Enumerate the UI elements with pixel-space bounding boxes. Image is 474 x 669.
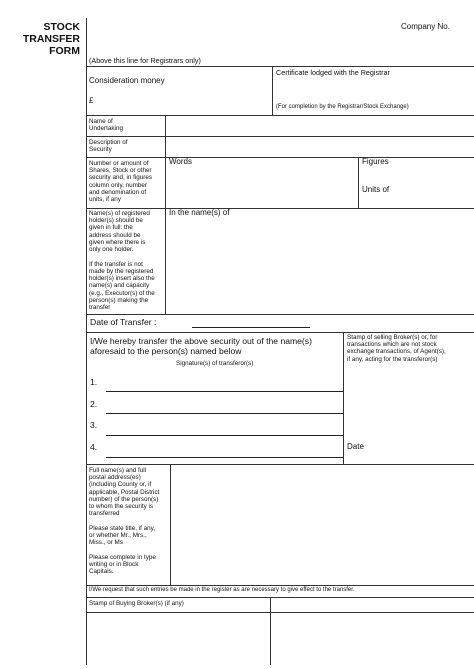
registered-holders-label: Name(s) of registered holder(s) should be given in full: the address should be given where there is only one holder. If the transfer is not made by the registered holder(s) insert also the name(s) and capacity (e.g., Executor(s) of the person(s) making the transfer bbox=[89, 210, 155, 312]
figures-label: Figures bbox=[362, 157, 389, 166]
amount-in-words-field[interactable] bbox=[166, 168, 356, 206]
signature-line-4[interactable] bbox=[106, 457, 343, 458]
description-of-security-field[interactable] bbox=[166, 137, 474, 157]
certificate-lodged-label: Certificate lodged with the Registrar bbox=[276, 68, 390, 77]
signatures-label: Signature(s) of transferor(s) bbox=[176, 360, 254, 367]
form-title-line-1: STOCK bbox=[43, 21, 80, 33]
register-request-text: I/We request that such entries be made in the register as are necessary to give effect to the transfer. bbox=[89, 587, 355, 593]
date-of-transfer-label: Date of Transfer : bbox=[90, 317, 157, 327]
description-of-security-label: Description of Security bbox=[89, 139, 128, 154]
name-of-undertaking-field[interactable] bbox=[166, 116, 474, 136]
certificate-note: (For completion by the Registrar/Stock Exchange) bbox=[276, 104, 409, 110]
row-line-3 bbox=[86, 157, 474, 158]
words-label: Words bbox=[169, 157, 192, 166]
currency-symbol: £ bbox=[89, 96, 94, 105]
figures-divider bbox=[358, 157, 359, 208]
consideration-divider bbox=[272, 66, 273, 115]
signature-line-2[interactable] bbox=[106, 413, 343, 414]
transfer-statement: I/We hereby transfer the above security out of the name(s) aforesaid to the person(s) named below bbox=[90, 336, 312, 356]
buying-broker-divider bbox=[270, 597, 271, 665]
units-of-label: Units of bbox=[362, 185, 390, 194]
buying-broker-stamp-area[interactable] bbox=[88, 612, 268, 662]
buying-broker-right-area[interactable] bbox=[272, 599, 472, 662]
signature-number-3: 3. bbox=[90, 420, 98, 430]
row-line-6 bbox=[86, 332, 474, 333]
registrars-line bbox=[86, 66, 474, 67]
transferee-instructions: Full name(s) and full postal address(es) (including County or, if applicable, Postal District number) of the person(s) to whom the security is transferred Please state title, if any, or whether Mr., Mrs., Miss., or Ms Please complete in type writing or in Block Capitals. bbox=[89, 467, 160, 576]
signature-number-4: 4. bbox=[90, 442, 98, 452]
name-of-undertaking-label: Name of Undertaking bbox=[89, 118, 123, 133]
signature-line-3[interactable] bbox=[106, 435, 343, 436]
form-title-line-2: TRANSFER bbox=[22, 33, 80, 46]
registered-holders-field[interactable] bbox=[166, 220, 472, 312]
consideration-money-label: Consideration money bbox=[89, 76, 165, 85]
date-label: Date bbox=[347, 442, 364, 451]
broker-divider bbox=[343, 332, 344, 464]
selling-broker-label: Stamp of selling Broker(s) or, for transactions which are not stock exchange transactions, of Agent(s), if any, acting for the transferor(s) bbox=[347, 334, 446, 363]
row-line-4 bbox=[86, 208, 474, 209]
row-line-7 bbox=[86, 464, 474, 465]
signature-number-1: 1. bbox=[90, 377, 98, 387]
registrars-note: (Above this line for Registrars only) bbox=[89, 56, 201, 65]
form-title-line-3: FORM bbox=[49, 45, 80, 58]
signature-line-1[interactable] bbox=[106, 391, 343, 392]
row-line-9 bbox=[86, 597, 474, 598]
in-the-names-of-label: In the name(s) of bbox=[169, 208, 230, 217]
company-no-label: Company No. bbox=[401, 22, 450, 31]
number-of-shares-label: Number or amount of Shares, Stock or other security and, in figures column only, number and denomination of units, if any bbox=[89, 160, 152, 204]
form-title bbox=[14, 21, 80, 57]
signature-number-2: 2. bbox=[90, 399, 98, 409]
buying-broker-label: Stamp of Buying Broker(s) (if any) bbox=[89, 600, 184, 607]
selling-broker-stamp-area[interactable] bbox=[345, 370, 472, 438]
transferee-divider bbox=[170, 464, 171, 585]
row-line-8 bbox=[86, 585, 474, 586]
row-line-10 bbox=[86, 612, 474, 613]
amount-in-figures-field[interactable] bbox=[360, 168, 472, 182]
row-line-5 bbox=[86, 314, 474, 315]
transferee-name-address-field[interactable] bbox=[172, 466, 472, 583]
date-of-transfer-field[interactable] bbox=[192, 327, 310, 328]
